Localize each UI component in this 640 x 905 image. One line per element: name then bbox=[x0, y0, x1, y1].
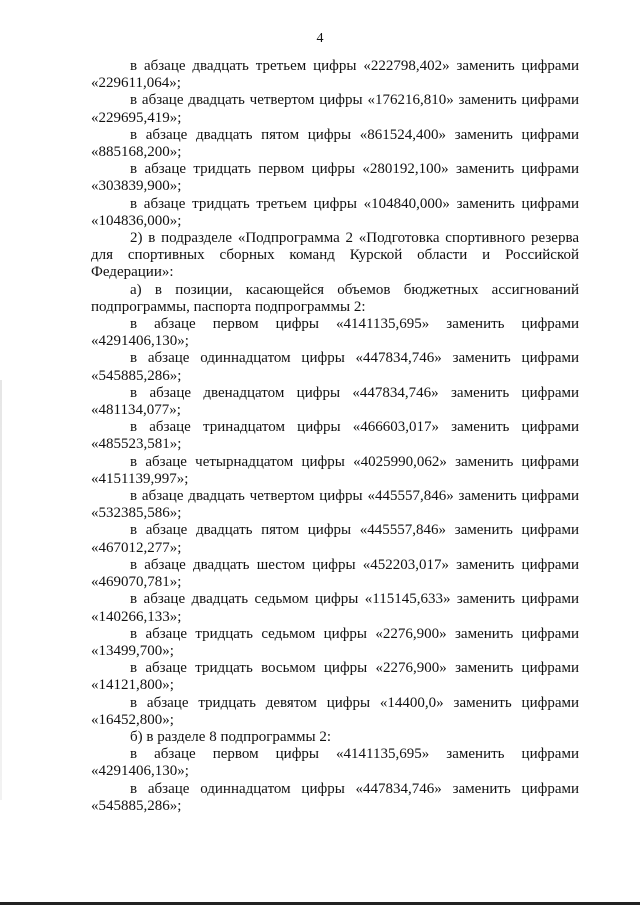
paragraph: в абзаце двадцать шестом цифры «452203,017» заменить цифрами «469070,781»; bbox=[91, 556, 579, 591]
paragraph: в абзаце двенадцатом цифры «447834,746» заменить цифрами «481134,077»; bbox=[91, 384, 579, 419]
scan-edge-shadow bbox=[0, 380, 2, 800]
paragraph: в абзаце тридцать восьмом цифры «2276,900» заменить цифрами «14121,800»; bbox=[91, 660, 579, 694]
paragraph: в абзаце тридцать третьем цифры «104840,000» заменить цифрами «104836,000»; bbox=[91, 195, 579, 229]
paragraph: в абзаце двадцать пятом цифры «861524,400» заменить цифрами «885168,200»; bbox=[91, 126, 579, 161]
paragraph: в абзаце двадцать четвертом цифры «176216,810» заменить цифрами «229695,419»; bbox=[91, 92, 579, 126]
paragraph: в абзаце двадцать третьем цифры «222798,402» заменить цифрами «229611,064»; bbox=[91, 58, 579, 92]
page-number: 4 bbox=[316, 31, 324, 46]
paragraph: в абзаце двадцать пятом цифры «445557,846» заменить цифрами «467012,277»; bbox=[91, 522, 579, 556]
paragraph: в абзаце четырнадцатом цифры «4025990,062» заменить цифрами «4151139,997»; bbox=[91, 453, 579, 487]
paragraph: в абзаце тридцать седьмом цифры «2276,900» заменить цифрами «13499,700»; bbox=[91, 625, 579, 659]
paragraph: в абзаце первом цифры «4141135,695» заменить цифрами «4291406,130»; bbox=[91, 316, 579, 350]
paragraph: в абзаце первом цифры «4141135,695» заменить цифрами «4291406,130»; bbox=[91, 746, 579, 780]
paragraph: в абзаце тридцать девятом цифры «14400,0» заменить цифрами «16452,800»; bbox=[91, 694, 579, 728]
paragraph: в абзаце двадцать четвертом цифры «445557,846» заменить цифрами «532385,586»; bbox=[91, 488, 579, 522]
paragraph: в абзаце тридцать первом цифры «280192,100» заменить цифрами «303839,900»; bbox=[91, 161, 579, 195]
paragraph: в абзаце тринадцатом цифры «466603,017» заменить цифрами «485523,581»; bbox=[91, 419, 579, 453]
paragraph: а) в позиции, касающейся объемов бюджетных ассигнований подпрограммы, паспорта подпрограммы 2: bbox=[91, 281, 579, 315]
paragraph: б) в разделе 8 подпрограммы 2: bbox=[130, 728, 331, 745]
paragraph: в абзаце одиннадцатом цифры «447834,746» заменить цифрами «545885,286»; bbox=[91, 350, 579, 384]
paragraph: в абзаце двадцать седьмом цифры «115145,633» заменить цифрами «140266,133»; bbox=[91, 591, 579, 625]
paragraph: 2) в подразделе «Подпрограмма 2 «Подготовка спортивного резерва для спортивных сборных команд Курской области и Российской Федерации»: bbox=[91, 230, 579, 281]
document-body bbox=[91, 58, 579, 815]
paragraph: в абзаце одиннадцатом цифры «447834,746» заменить цифрами «545885,286»; bbox=[91, 780, 579, 814]
